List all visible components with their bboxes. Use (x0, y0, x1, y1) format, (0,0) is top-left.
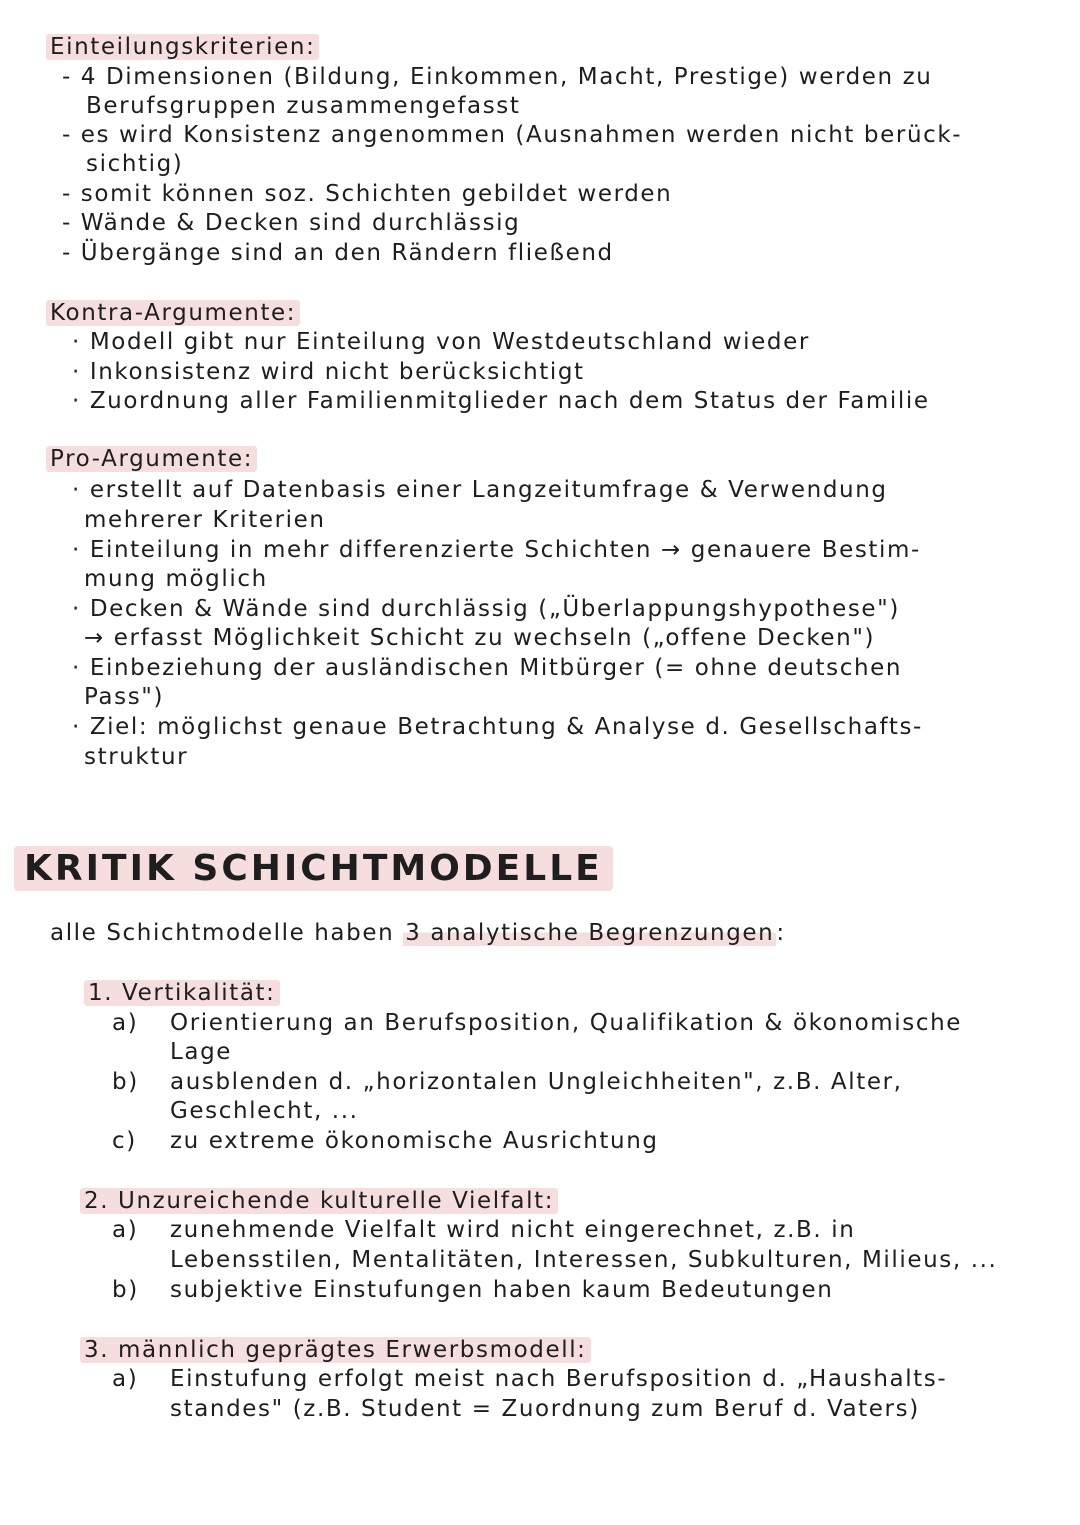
text-line: Geschlecht, ... (170, 1098, 359, 1124)
point-heading-vertikalitaet: 1. Vertikalität: (84, 978, 280, 1008)
text-line: sichtig) (86, 151, 184, 177)
text-line: · Zuordnung aller Familienmitglieder nach dem Status der Familie (72, 388, 930, 414)
item-mark: a) (112, 1010, 139, 1036)
text-line: zu extreme ökonomische Ausrichtung (170, 1128, 659, 1154)
text-line: zunehmende Vielfalt wird nicht eingerechnet, z.B. in (170, 1217, 856, 1243)
text-line: · Decken & Wände sind durchlässig („Überlappungshypothese") (72, 596, 900, 622)
item-mark: a) (112, 1366, 139, 1392)
text-line: - 4 Dimensionen (Bildung, Einkommen, Macht, Prestige) werden zu (62, 64, 933, 90)
text-line: Orientierung an Berufsposition, Qualifikation & ökonomische (170, 1010, 963, 1036)
item-mark: c) (112, 1128, 137, 1154)
text-line: Lage (170, 1039, 233, 1065)
text-line: · Inkonsistenz wird nicht berücksichtigt (72, 359, 585, 385)
point-heading-erwerbsmodell: 3. männlich geprägtes Erwerbsmodell: (80, 1335, 591, 1365)
page-title: KRITIK SCHICHTMODELLE (14, 846, 613, 891)
text-line: - Wände & Decken sind durchlässig (62, 210, 521, 236)
text-line: ausblenden d. „horizontalen Ungleichheiten", z.B. Alter, (170, 1069, 903, 1095)
text-line: · Einbeziehung der ausländischen Mitbürger (= ohne deutschen (72, 655, 903, 681)
text-line: Berufsgruppen zusammengefasst (86, 93, 521, 119)
intro-suffix: : (776, 920, 786, 946)
text-line: subjektive Einstufungen haben kaum Bedeutungen (170, 1277, 834, 1303)
item-mark: a) (112, 1217, 139, 1243)
intro-highlight: 3 analytische Begrenzungen (405, 920, 775, 946)
text-line: · Einteilung in mehr differenzierte Schichten → genauere Bestim- (72, 537, 921, 563)
section-heading-einteilungskriterien: Einteilungskriterien: (46, 32, 319, 62)
intro-line (50, 918, 786, 948)
text-line: · Ziel: möglichst genaue Betrachtung & Analyse d. Gesellschafts- (72, 714, 923, 740)
section-heading-pro: Pro-Argumente: (46, 444, 257, 474)
text-line: - Übergänge sind an den Rändern fließend (62, 240, 614, 266)
text-line: mung möglich (84, 566, 268, 592)
text-line: - somit können soz. Schichten gebildet werden (62, 181, 673, 207)
text-line: Lebensstilen, Mentalitäten, Interessen, Subkulturen, Milieus, ... (170, 1247, 998, 1273)
text-line: → erfasst Möglichkeit Schicht zu wechseln („offene Decken") (84, 625, 876, 651)
text-line: standes" (z.B. Student = Zuordnung zum Beruf d. Vaters) (170, 1396, 920, 1422)
text-line: Einstufung erfolgt meist nach Berufsposition d. „Haushalts- (170, 1366, 948, 1392)
text-line: · Modell gibt nur Einteilung von Westdeutschland wieder (72, 329, 810, 355)
intro-prefix: alle Schichtmodelle haben (50, 920, 404, 946)
text-line: mehrerer Kriterien (84, 507, 326, 533)
text-line: Pass") (84, 684, 165, 710)
section-heading-kontra: Kontra-Argumente: (46, 298, 300, 328)
item-mark: b) (112, 1069, 139, 1095)
text-line: - es wird Konsistenz angenommen (Ausnahmen werden nicht berück- (62, 122, 963, 148)
point-heading-kulturelle-vielfalt: 2. Unzureichende kulturelle Vielfalt: (80, 1186, 558, 1216)
text-line: struktur (84, 744, 189, 770)
item-mark: b) (112, 1277, 139, 1303)
text-line: · erstellt auf Datenbasis einer Langzeitumfrage & Verwendung (72, 477, 888, 503)
